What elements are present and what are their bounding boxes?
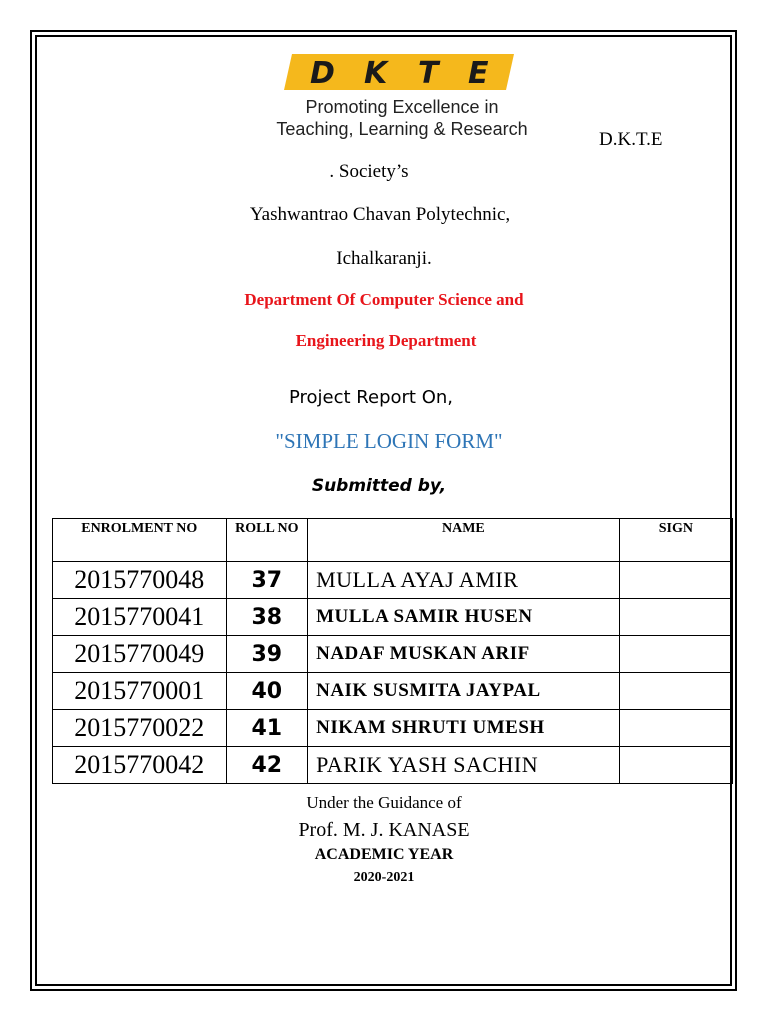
sign-cell [619,562,732,599]
society-name: . Society’s [329,161,409,182]
members-table [52,518,733,784]
enrolment-cell: 2015770049 [53,636,227,673]
svg-text:K: K [364,56,388,90]
sign-cell [619,599,732,636]
report-intro: Project Report On, [289,387,453,408]
enrolment-cell: 2015770042 [53,747,227,784]
roll-cell: 40 [226,673,308,710]
department-line2: Engineering Department [295,331,477,350]
roll-cell: 41 [226,710,308,747]
department-line1: Department Of Computer Science and [244,290,524,309]
enrolment-cell: 2015770022 [53,710,227,747]
enrolment-cell: 2015770048 [53,562,227,599]
table-row [53,747,733,784]
sign-cell [619,710,732,747]
header-roll: ROLL NO [226,519,308,562]
academic-year-value: 2020-2021 [353,870,415,885]
svg-text:E: E [468,56,489,90]
institution-abbrev: D.K.T.E [599,129,663,150]
name-cell: NAIK SUSMITA JAYPAL [308,673,620,710]
guidance-label: Under the Guidance of [306,793,462,812]
name-cell: MULLA AYAJ AMIR [308,562,620,599]
name-cell: NADAF MUSKAN ARIF [308,636,620,673]
logo-tagline-line1: Promoting Excellence in [305,97,499,117]
enrolment-cell: 2015770001 [53,673,227,710]
table-header-row [53,519,733,562]
city-name: Ichalkaranji. [336,248,432,269]
academic-year-label: ACADEMIC YEAR [314,846,454,863]
submitted-by: Submitted by, [311,476,447,496]
guide-name: Prof. M. J. KANASE [298,819,470,841]
logo-tagline-line2: Teaching, Learning & Research [276,119,528,139]
college-name: Yashwantrao Chavan Polytechnic, [249,204,511,225]
roll-cell: 37 [226,562,308,599]
name-cell: NIKAM SHRUTI UMESH [308,710,620,747]
name-cell: PARIK YASH SACHIN [308,747,620,784]
project-title: "SIMPLE LOGIN FORM" [275,429,503,453]
table-row [53,636,733,673]
sign-cell [619,747,732,784]
table-row [53,599,733,636]
table-row [53,673,733,710]
roll-cell: 38 [226,599,308,636]
svg-text:T: T [418,56,439,90]
header-name: NAME [308,519,620,562]
sign-cell [619,636,732,673]
dkte-logo [284,54,514,90]
table-row [53,562,733,599]
header-enrolment: ENROLMENT NO [53,519,227,562]
sign-cell [619,673,732,710]
header-sign: SIGN [619,519,732,562]
name-cell: MULLA SAMIR HUSEN [308,599,620,636]
enrolment-cell: 2015770041 [53,599,227,636]
roll-cell: 42 [226,747,308,784]
svg-text:D: D [310,56,335,90]
roll-cell: 39 [226,636,308,673]
table-row [53,710,733,747]
